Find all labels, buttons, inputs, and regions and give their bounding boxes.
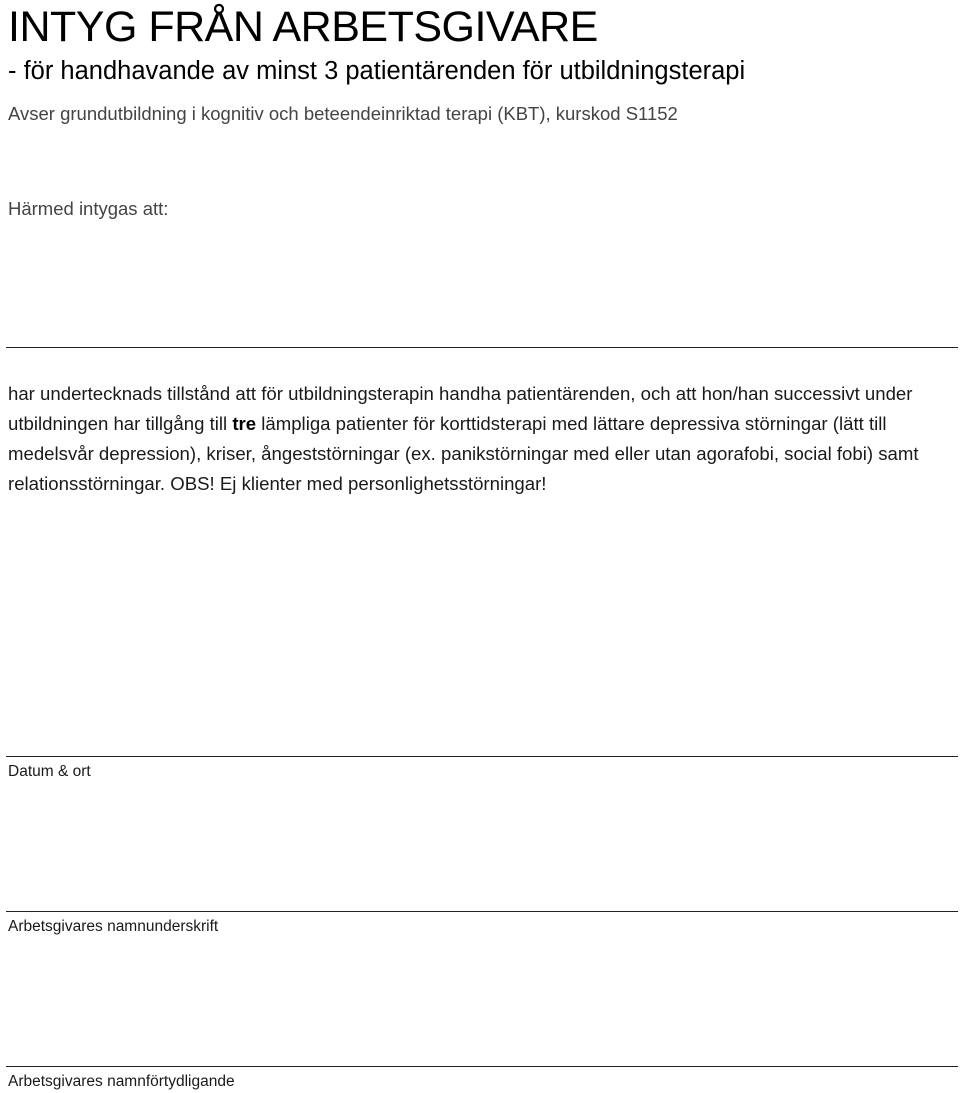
- name-entry-line: [6, 347, 958, 348]
- statement-text-part-2: lämpliga patienter för korttidsterapi med lättare depressiva störningar (lätt till medelsvår depression), kriser, ångeststörningar (ex. panikstörningar med eller utan agorafobi, social fobi) samt relationsstörningar. OBS! Ej klienter med personlighetsstörningar!: [8, 413, 919, 494]
- document-title: INTYG FRÅN ARBETSGIVARE: [8, 3, 598, 51]
- certification-intro: Härmed intygas att:: [8, 198, 169, 219]
- name-clarification-label: Arbetsgivares namnförtydligande: [8, 1073, 235, 1090]
- signature-label: Arbetsgivares namnunderskrift: [8, 918, 219, 935]
- name-clarification-line: [6, 1066, 958, 1067]
- date-place-line: [6, 756, 958, 757]
- signature-line: [6, 911, 958, 912]
- certification-statement: [8, 379, 948, 499]
- document-subtitle: - för handhavande av minst 3 patientärenden för utbildningsterapi: [8, 57, 746, 85]
- statement-text-part-1: har undertecknads tillstånd att för utbildningsterapin handha patientärenden, och att hon/han successivt under utbildningen har tillgång till: [8, 383, 913, 434]
- statement-bold-word: tre: [232, 413, 257, 434]
- course-reference: Avser grundutbildning i kognitiv och beteendeinriktad terapi (KBT), kurskod S1152: [8, 103, 678, 124]
- date-place-label: Datum & ort: [8, 763, 91, 780]
